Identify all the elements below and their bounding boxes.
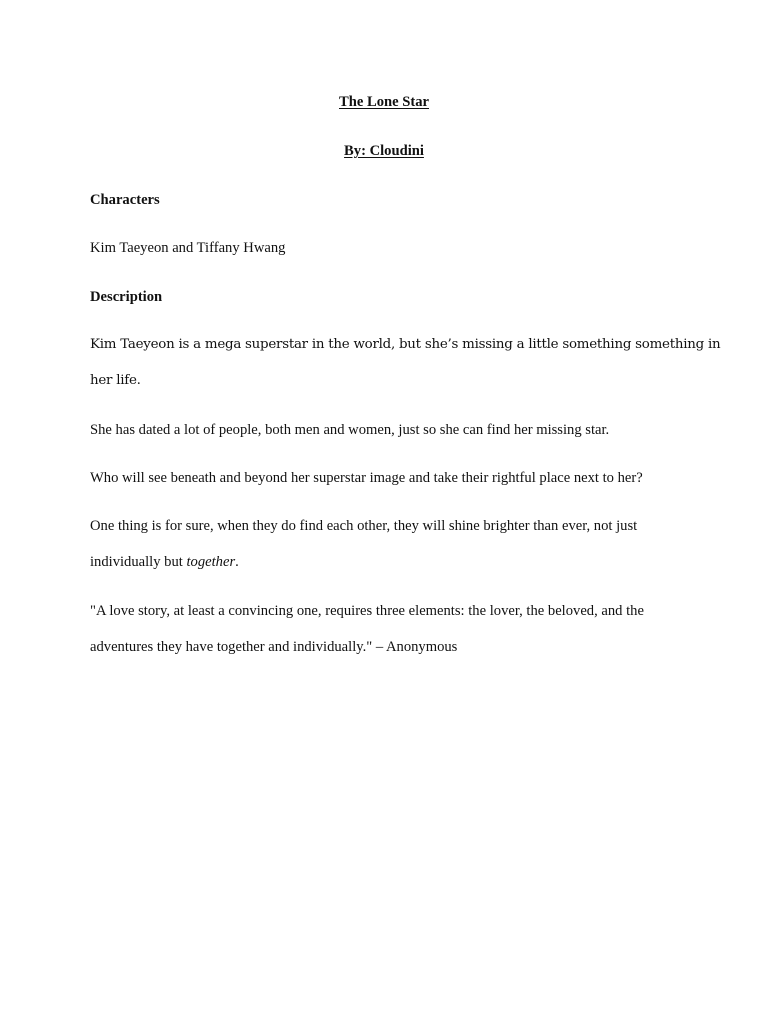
- quote-line-2: adventures they have together and individually." – Anonymous: [90, 639, 458, 655]
- paragraph-4-emphasis: together: [186, 554, 236, 570]
- description-paragraph-3: Who will see beneath and beyond her superstar image and take their rightful place next to her?: [90, 470, 643, 486]
- description-paragraph-2: She has dated a lot of people, both men and women, just so she can find her missing star.: [90, 422, 610, 438]
- description-paragraph-1-line-1: Kim Taeyeon is a mega superstar in the world, but she’s missing a little something something in: [90, 337, 721, 352]
- characters-heading: Characters: [90, 192, 160, 208]
- paragraph-4-text-start: individually but: [90, 554, 187, 570]
- document-byline: By: Cloudini: [344, 143, 424, 159]
- description-paragraph-4-line-1: One thing is for sure, when they do find each other, they will shine brighter than ever, not just: [90, 518, 638, 534]
- paragraph-4-text-end: .: [235, 554, 239, 570]
- document-title: The Lone Star: [339, 94, 429, 110]
- description-heading: Description: [90, 289, 163, 305]
- description-paragraph-1-line-2: her life.: [90, 373, 141, 388]
- characters-text: Kim Taeyeon and Tiffany Hwang: [90, 240, 286, 256]
- quote-line-1: "A love story, at least a convincing one, requires three elements: the lover, the beloved, and the: [90, 603, 644, 619]
- description-paragraph-4-line-2: [90, 553, 690, 571]
